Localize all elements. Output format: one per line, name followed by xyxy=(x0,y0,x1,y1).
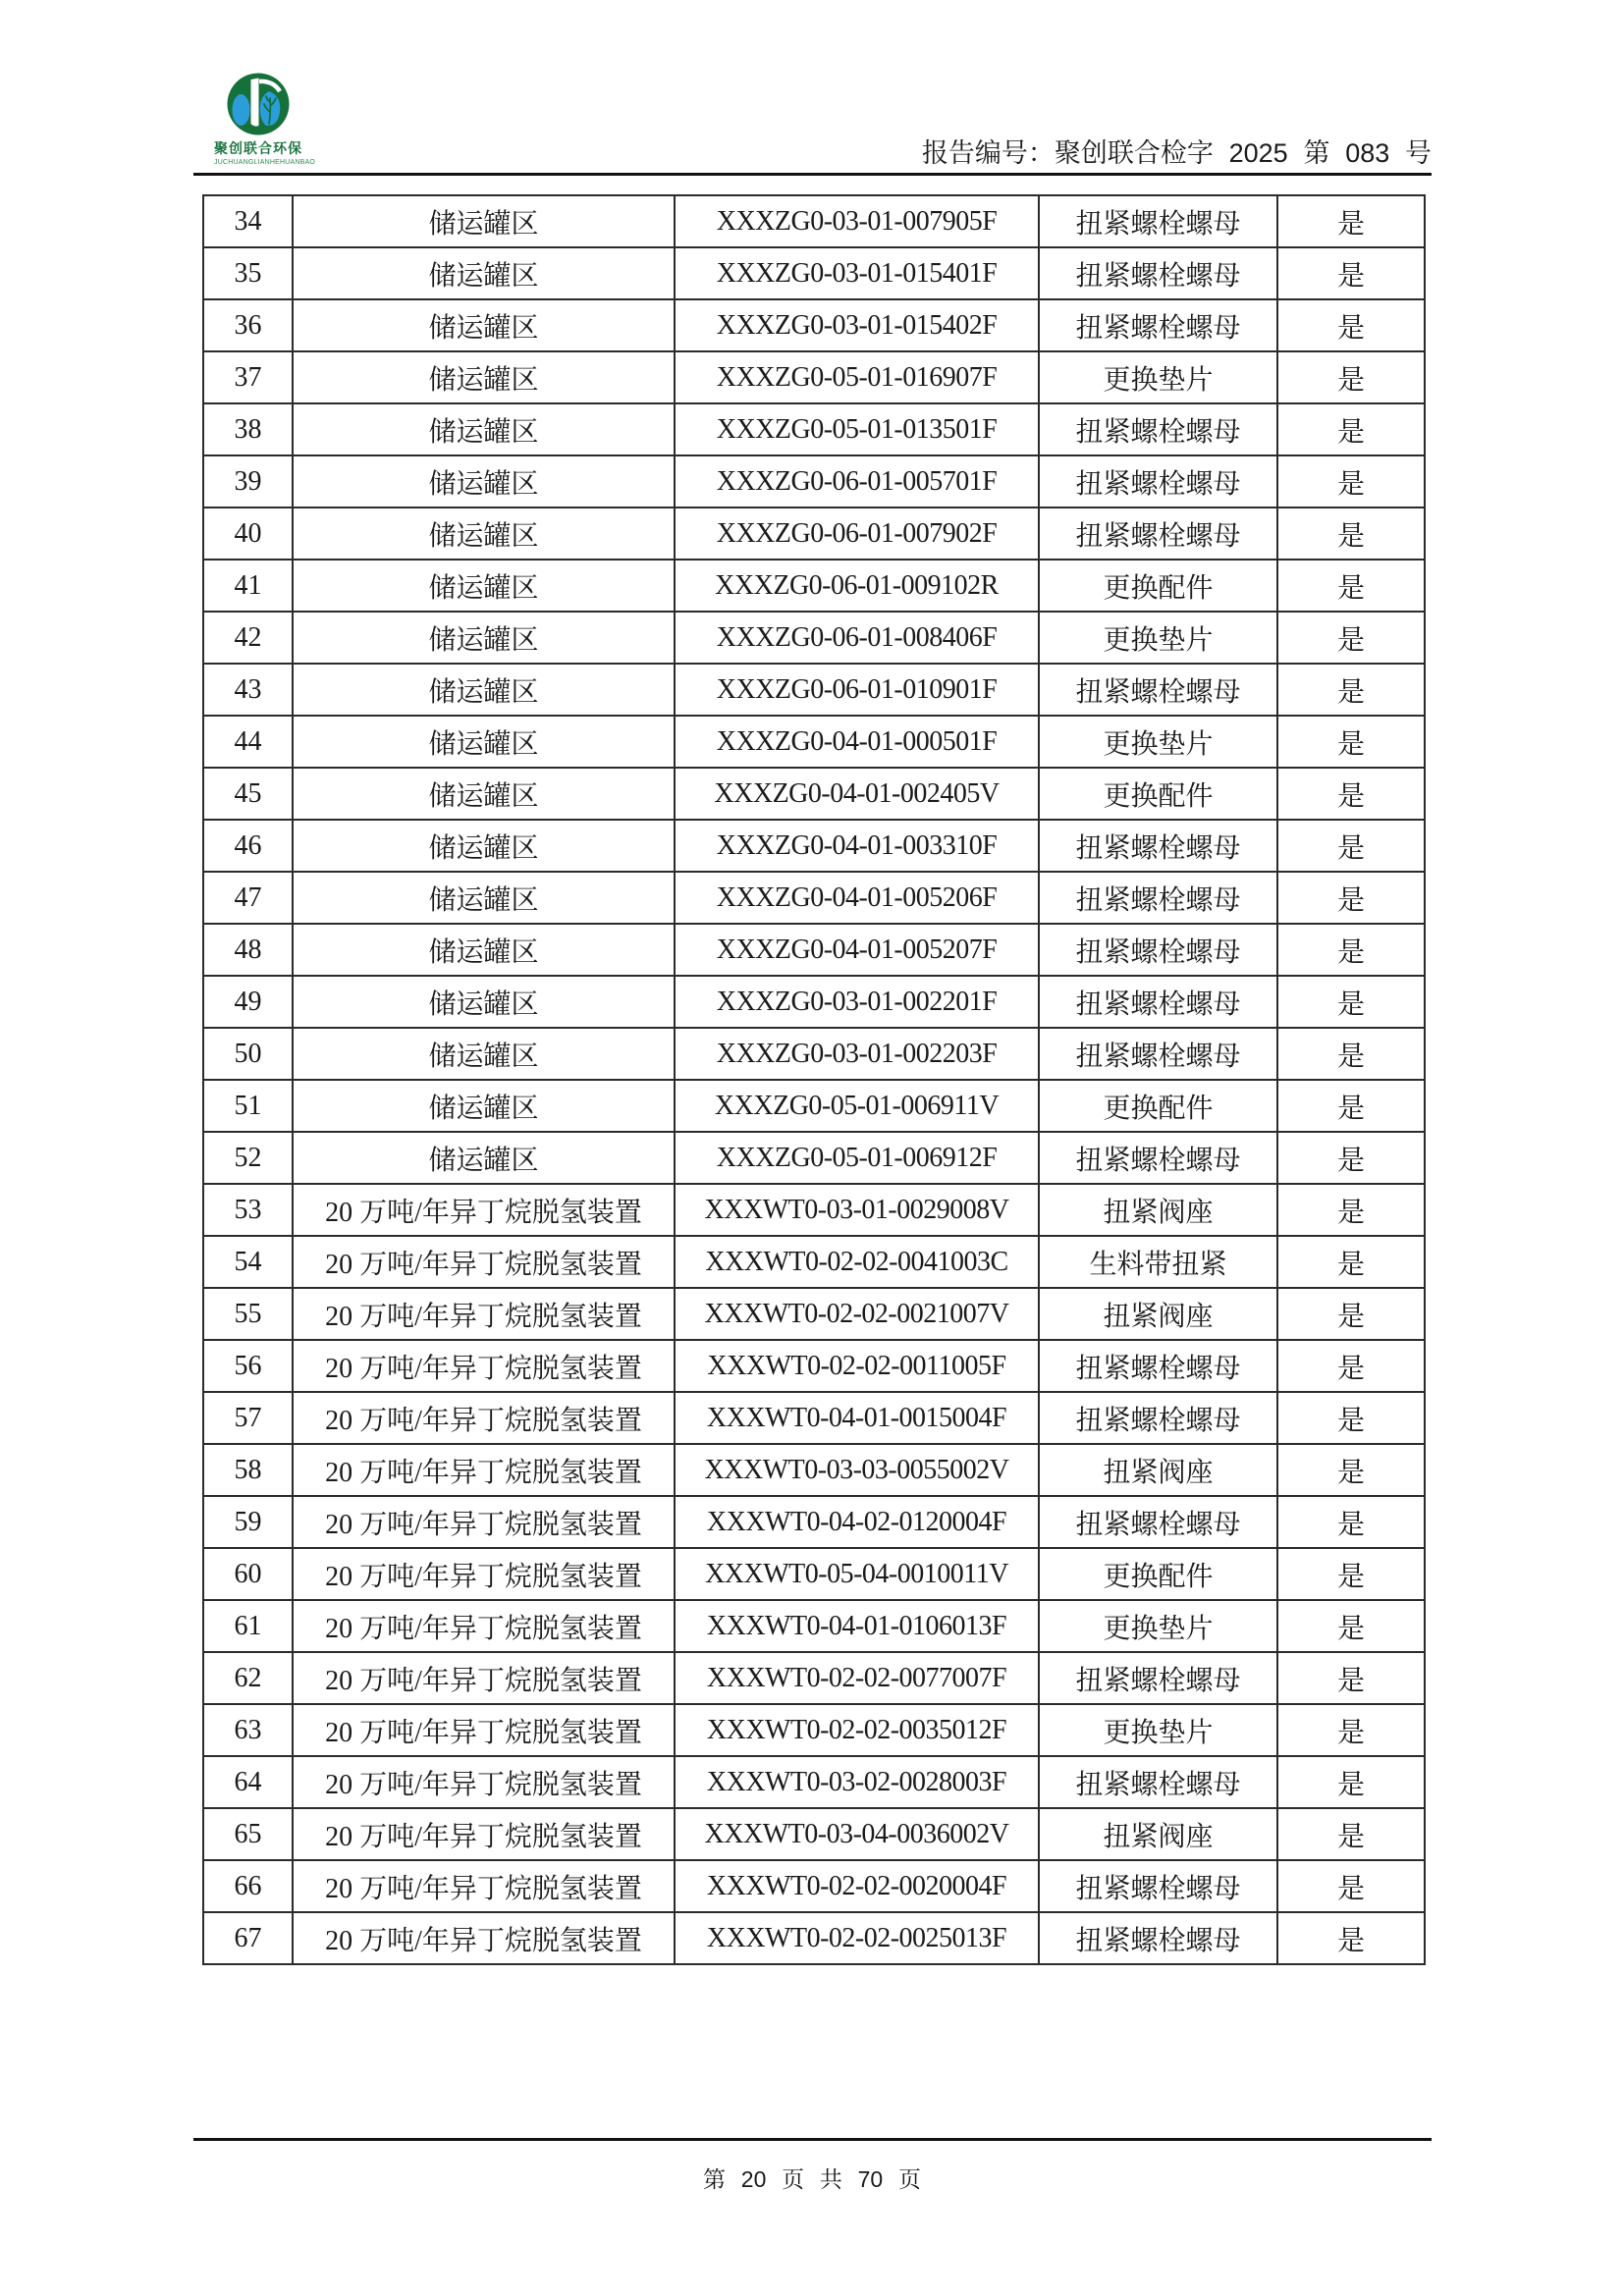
area-cell: 储运罐区 xyxy=(293,924,675,976)
code-cell: XXXZG0-06-01-005701F xyxy=(675,455,1039,507)
action-cell: 扭紧螺栓螺母 xyxy=(1039,1132,1277,1184)
area-cell: 储运罐区 xyxy=(293,768,675,820)
confirm-cell: 是 xyxy=(1277,820,1425,872)
area-cell: 储运罐区 xyxy=(293,560,675,612)
area-cell: 储运罐区 xyxy=(293,664,675,716)
code-cell: XXXWT0-05-04-0010011V xyxy=(675,1548,1039,1600)
row-number-cell: 48 xyxy=(203,924,293,976)
action-cell: 扭紧螺栓螺母 xyxy=(1039,1496,1277,1548)
row-number-cell: 40 xyxy=(203,507,293,560)
table-row xyxy=(203,1184,1425,1236)
code-cell: XXXWT0-02-02-0077007F xyxy=(675,1652,1039,1704)
confirm-cell: 是 xyxy=(1277,716,1425,768)
confirm-cell: 是 xyxy=(1277,872,1425,924)
confirm-cell: 是 xyxy=(1277,507,1425,560)
code-cell: XXXZG0-03-01-015402F xyxy=(675,299,1039,351)
area-cell: 20 万吨/年异丁烷脱氢装置 xyxy=(293,1340,675,1392)
table-row xyxy=(203,1652,1425,1704)
confirm-cell: 是 xyxy=(1277,1080,1425,1132)
table-row xyxy=(203,1028,1425,1080)
confirm-cell: 是 xyxy=(1277,1600,1425,1652)
row-number-cell: 49 xyxy=(203,976,293,1028)
area-cell: 储运罐区 xyxy=(293,507,675,560)
report-number-year: 2025 xyxy=(1228,138,1288,168)
code-cell: XXXWT0-04-01-0106013F xyxy=(675,1600,1039,1652)
page-number-di: 第 xyxy=(703,2167,727,2192)
confirm-cell: 是 xyxy=(1277,403,1425,455)
report-number xyxy=(922,137,1432,169)
area-cell: 储运罐区 xyxy=(293,351,675,403)
action-cell: 扭紧螺栓螺母 xyxy=(1039,403,1277,455)
confirm-cell: 是 xyxy=(1277,351,1425,403)
code-cell: XXXZG0-04-01-005207F xyxy=(675,924,1039,976)
area-cell: 20 万吨/年异丁烷脱氢装置 xyxy=(293,1236,675,1288)
confirm-cell: 是 xyxy=(1277,976,1425,1028)
area-cell: 储运罐区 xyxy=(293,299,675,351)
confirm-cell: 是 xyxy=(1277,1860,1425,1912)
table-row xyxy=(203,1912,1425,1964)
code-cell: XXXZG0-04-01-002405V xyxy=(675,768,1039,820)
page-number-ye1: 页 xyxy=(782,2167,805,2192)
row-number-cell: 44 xyxy=(203,716,293,768)
confirm-cell: 是 xyxy=(1277,1340,1425,1392)
company-logo xyxy=(214,73,315,166)
action-cell: 扭紧螺栓螺母 xyxy=(1039,1912,1277,1964)
maintenance-table xyxy=(202,194,1426,1965)
report-number-di: 第 xyxy=(1303,138,1330,168)
row-number-cell: 67 xyxy=(203,1912,293,1964)
table-row xyxy=(203,768,1425,820)
table-row xyxy=(203,664,1425,716)
row-number-cell: 50 xyxy=(203,1028,293,1080)
area-cell: 20 万吨/年异丁烷脱氢装置 xyxy=(293,1444,675,1496)
confirm-cell: 是 xyxy=(1277,247,1425,299)
code-cell: XXXZG0-03-01-002201F xyxy=(675,976,1039,1028)
row-number-cell: 47 xyxy=(203,872,293,924)
action-cell: 更换垫片 xyxy=(1039,351,1277,403)
area-cell: 储运罐区 xyxy=(293,1132,675,1184)
report-number-label: 报告编号：聚创联合检字 xyxy=(921,138,1214,168)
area-cell: 储运罐区 xyxy=(293,976,675,1028)
table-row xyxy=(203,1860,1425,1912)
area-cell: 储运罐区 xyxy=(293,716,675,768)
page-number-total: 70 xyxy=(857,2166,884,2192)
action-cell: 扭紧螺栓螺母 xyxy=(1039,1392,1277,1444)
code-cell: XXXWT0-03-04-0036002V xyxy=(675,1808,1039,1860)
row-number-cell: 38 xyxy=(203,403,293,455)
table-row xyxy=(203,1756,1425,1808)
action-cell: 扭紧阀座 xyxy=(1039,1444,1277,1496)
action-cell: 更换配件 xyxy=(1039,768,1277,820)
confirm-cell: 是 xyxy=(1277,1184,1425,1236)
code-cell: XXXWT0-04-01-0015004F xyxy=(675,1392,1039,1444)
table-row xyxy=(203,976,1425,1028)
row-number-cell: 34 xyxy=(203,195,293,247)
action-cell: 扭紧螺栓螺母 xyxy=(1039,195,1277,247)
row-number-cell: 51 xyxy=(203,1080,293,1132)
action-cell: 更换垫片 xyxy=(1039,716,1277,768)
company-logo-icon xyxy=(227,73,290,135)
area-cell: 储运罐区 xyxy=(293,247,675,299)
row-number-cell: 45 xyxy=(203,768,293,820)
code-cell: XXXWT0-04-02-0120004F xyxy=(675,1496,1039,1548)
code-cell: XXXZG0-06-01-010901F xyxy=(675,664,1039,716)
code-cell: XXXZG0-05-01-006911V xyxy=(675,1080,1039,1132)
table-row xyxy=(203,560,1425,612)
confirm-cell: 是 xyxy=(1277,1704,1425,1756)
code-cell: XXXZG0-06-01-008406F xyxy=(675,612,1039,664)
action-cell: 扭紧螺栓螺母 xyxy=(1039,299,1277,351)
table-row xyxy=(203,507,1425,560)
action-cell: 扭紧螺栓螺母 xyxy=(1039,664,1277,716)
row-number-cell: 52 xyxy=(203,1132,293,1184)
row-number-cell: 63 xyxy=(203,1704,293,1756)
table-row xyxy=(203,1236,1425,1288)
row-number-cell: 39 xyxy=(203,455,293,507)
confirm-cell: 是 xyxy=(1277,1392,1425,1444)
action-cell: 扭紧螺栓螺母 xyxy=(1039,455,1277,507)
row-number-cell: 64 xyxy=(203,1756,293,1808)
row-number-cell: 60 xyxy=(203,1548,293,1600)
confirm-cell: 是 xyxy=(1277,664,1425,716)
table-row xyxy=(203,1808,1425,1860)
area-cell: 20 万吨/年异丁烷脱氢装置 xyxy=(293,1600,675,1652)
action-cell: 生料带扭紧 xyxy=(1039,1236,1277,1288)
table-row xyxy=(203,1080,1425,1132)
code-cell: XXXZG0-04-01-003310F xyxy=(675,820,1039,872)
area-cell: 20 万吨/年异丁烷脱氢装置 xyxy=(293,1652,675,1704)
row-number-cell: 61 xyxy=(203,1600,293,1652)
table-row xyxy=(203,1288,1425,1340)
table-row xyxy=(203,1340,1425,1392)
row-number-cell: 35 xyxy=(203,247,293,299)
code-cell: XXXZG0-05-01-006912F xyxy=(675,1132,1039,1184)
area-cell: 储运罐区 xyxy=(293,872,675,924)
page-number xyxy=(0,2162,1624,2194)
action-cell: 扭紧螺栓螺母 xyxy=(1039,872,1277,924)
action-cell: 更换垫片 xyxy=(1039,1704,1277,1756)
table-row xyxy=(203,195,1425,247)
area-cell: 储运罐区 xyxy=(293,612,675,664)
area-cell: 20 万吨/年异丁烷脱氢装置 xyxy=(293,1808,675,1860)
table-row xyxy=(203,612,1425,664)
confirm-cell: 是 xyxy=(1277,768,1425,820)
code-cell: XXXWT0-02-02-0021007V xyxy=(675,1288,1039,1340)
header-rule xyxy=(193,173,1432,176)
action-cell: 扭紧螺栓螺母 xyxy=(1039,1652,1277,1704)
area-cell: 20 万吨/年异丁烷脱氢装置 xyxy=(293,1704,675,1756)
action-cell: 更换配件 xyxy=(1039,1548,1277,1600)
action-cell: 扭紧螺栓螺母 xyxy=(1039,1756,1277,1808)
area-cell: 20 万吨/年异丁烷脱氢装置 xyxy=(293,1496,675,1548)
page-number-gong: 共 xyxy=(819,2167,842,2192)
confirm-cell: 是 xyxy=(1277,560,1425,612)
table-row xyxy=(203,299,1425,351)
row-number-cell: 46 xyxy=(203,820,293,872)
confirm-cell: 是 xyxy=(1277,1496,1425,1548)
table-row xyxy=(203,716,1425,768)
confirm-cell: 是 xyxy=(1277,1132,1425,1184)
code-cell: XXXWT0-03-03-0055002V xyxy=(675,1444,1039,1496)
code-cell: XXXWT0-03-01-0029008V xyxy=(675,1184,1039,1236)
code-cell: XXXZG0-03-01-007905F xyxy=(675,195,1039,247)
table-row xyxy=(203,1600,1425,1652)
action-cell: 扭紧螺栓螺母 xyxy=(1039,1340,1277,1392)
code-cell: XXXWT0-02-02-0020004F xyxy=(675,1860,1039,1912)
confirm-cell: 是 xyxy=(1277,195,1425,247)
area-cell: 储运罐区 xyxy=(293,1028,675,1080)
code-cell: XXXZG0-04-01-000501F xyxy=(675,716,1039,768)
table-row xyxy=(203,1392,1425,1444)
code-cell: XXXWT0-02-02-0035012F xyxy=(675,1704,1039,1756)
confirm-cell: 是 xyxy=(1277,1288,1425,1340)
row-number-cell: 42 xyxy=(203,612,293,664)
row-number-cell: 62 xyxy=(203,1652,293,1704)
action-cell: 更换配件 xyxy=(1039,1080,1277,1132)
action-cell: 扭紧螺栓螺母 xyxy=(1039,820,1277,872)
table-row xyxy=(203,351,1425,403)
table-row xyxy=(203,872,1425,924)
code-cell: XXXWT0-02-02-0011005F xyxy=(675,1340,1039,1392)
area-cell: 储运罐区 xyxy=(293,403,675,455)
code-cell: XXXZG0-06-01-007902F xyxy=(675,507,1039,560)
action-cell: 扭紧螺栓螺母 xyxy=(1039,1028,1277,1080)
action-cell: 扭紧螺栓螺母 xyxy=(1039,976,1277,1028)
action-cell: 更换垫片 xyxy=(1039,612,1277,664)
code-cell: XXXZG0-03-01-015401F xyxy=(675,247,1039,299)
company-logo-pinyin: JUCHUANGLIANHEHUANBAO xyxy=(214,159,315,166)
row-number-cell: 59 xyxy=(203,1496,293,1548)
area-cell: 20 万吨/年异丁烷脱氢装置 xyxy=(293,1548,675,1600)
code-cell: XXXZG0-05-01-013501F xyxy=(675,403,1039,455)
confirm-cell: 是 xyxy=(1277,612,1425,664)
row-number-cell: 41 xyxy=(203,560,293,612)
footer-rule xyxy=(193,2138,1432,2141)
area-cell: 储运罐区 xyxy=(293,455,675,507)
table-row xyxy=(203,1496,1425,1548)
row-number-cell: 37 xyxy=(203,351,293,403)
action-cell: 扭紧螺栓螺母 xyxy=(1039,247,1277,299)
row-number-cell: 43 xyxy=(203,664,293,716)
table-row xyxy=(203,403,1425,455)
table-body xyxy=(203,195,1425,1964)
company-logo-name: 聚创联合环保 xyxy=(214,140,302,156)
action-cell: 扭紧阀座 xyxy=(1039,1808,1277,1860)
table-row xyxy=(203,820,1425,872)
action-cell: 更换垫片 xyxy=(1039,1600,1277,1652)
area-cell: 储运罐区 xyxy=(293,1080,675,1132)
row-number-cell: 58 xyxy=(203,1444,293,1496)
confirm-cell: 是 xyxy=(1277,1808,1425,1860)
table-row xyxy=(203,924,1425,976)
report-number-hao: 号 xyxy=(1405,138,1432,168)
table-row xyxy=(203,1444,1425,1496)
page-number-ye2: 页 xyxy=(897,2167,921,2192)
code-cell: XXXZG0-03-01-002203F xyxy=(675,1028,1039,1080)
confirm-cell: 是 xyxy=(1277,1548,1425,1600)
row-number-cell: 53 xyxy=(203,1184,293,1236)
table-row xyxy=(203,247,1425,299)
area-cell: 储运罐区 xyxy=(293,195,675,247)
code-cell: XXXWT0-02-02-0025013F xyxy=(675,1912,1039,1964)
area-cell: 20 万吨/年异丁烷脱氢装置 xyxy=(293,1860,675,1912)
confirm-cell: 是 xyxy=(1277,1652,1425,1704)
code-cell: XXXZG0-04-01-005206F xyxy=(675,872,1039,924)
action-cell: 扭紧螺栓螺母 xyxy=(1039,1860,1277,1912)
confirm-cell: 是 xyxy=(1277,1236,1425,1288)
action-cell: 更换配件 xyxy=(1039,560,1277,612)
area-cell: 20 万吨/年异丁烷脱氢装置 xyxy=(293,1392,675,1444)
confirm-cell: 是 xyxy=(1277,924,1425,976)
action-cell: 扭紧螺栓螺母 xyxy=(1039,507,1277,560)
report-number-serial: 083 xyxy=(1345,138,1390,168)
table-row xyxy=(203,455,1425,507)
action-cell: 扭紧阀座 xyxy=(1039,1184,1277,1236)
table-row xyxy=(203,1548,1425,1600)
row-number-cell: 54 xyxy=(203,1236,293,1288)
confirm-cell: 是 xyxy=(1277,1756,1425,1808)
confirm-cell: 是 xyxy=(1277,1444,1425,1496)
row-number-cell: 66 xyxy=(203,1860,293,1912)
confirm-cell: 是 xyxy=(1277,455,1425,507)
action-cell: 扭紧螺栓螺母 xyxy=(1039,924,1277,976)
confirm-cell: 是 xyxy=(1277,1028,1425,1080)
action-cell: 扭紧阀座 xyxy=(1039,1288,1277,1340)
row-number-cell: 56 xyxy=(203,1340,293,1392)
page-number-current: 20 xyxy=(740,2166,767,2192)
confirm-cell: 是 xyxy=(1277,299,1425,351)
code-cell: XXXZG0-05-01-016907F xyxy=(675,351,1039,403)
table-row xyxy=(203,1704,1425,1756)
confirm-cell: 是 xyxy=(1277,1912,1425,1964)
row-number-cell: 57 xyxy=(203,1392,293,1444)
area-cell: 储运罐区 xyxy=(293,820,675,872)
code-cell: XXXWT0-03-02-0028003F xyxy=(675,1756,1039,1808)
code-cell: XXXZG0-06-01-009102R xyxy=(675,560,1039,612)
row-number-cell: 55 xyxy=(203,1288,293,1340)
area-cell: 20 万吨/年异丁烷脱氢装置 xyxy=(293,1184,675,1236)
code-cell: XXXWT0-02-02-0041003C xyxy=(675,1236,1039,1288)
row-number-cell: 65 xyxy=(203,1808,293,1860)
area-cell: 20 万吨/年异丁烷脱氢装置 xyxy=(293,1912,675,1964)
table-row xyxy=(203,1132,1425,1184)
area-cell: 20 万吨/年异丁烷脱氢装置 xyxy=(293,1756,675,1808)
area-cell: 20 万吨/年异丁烷脱氢装置 xyxy=(293,1288,675,1340)
row-number-cell: 36 xyxy=(203,299,293,351)
